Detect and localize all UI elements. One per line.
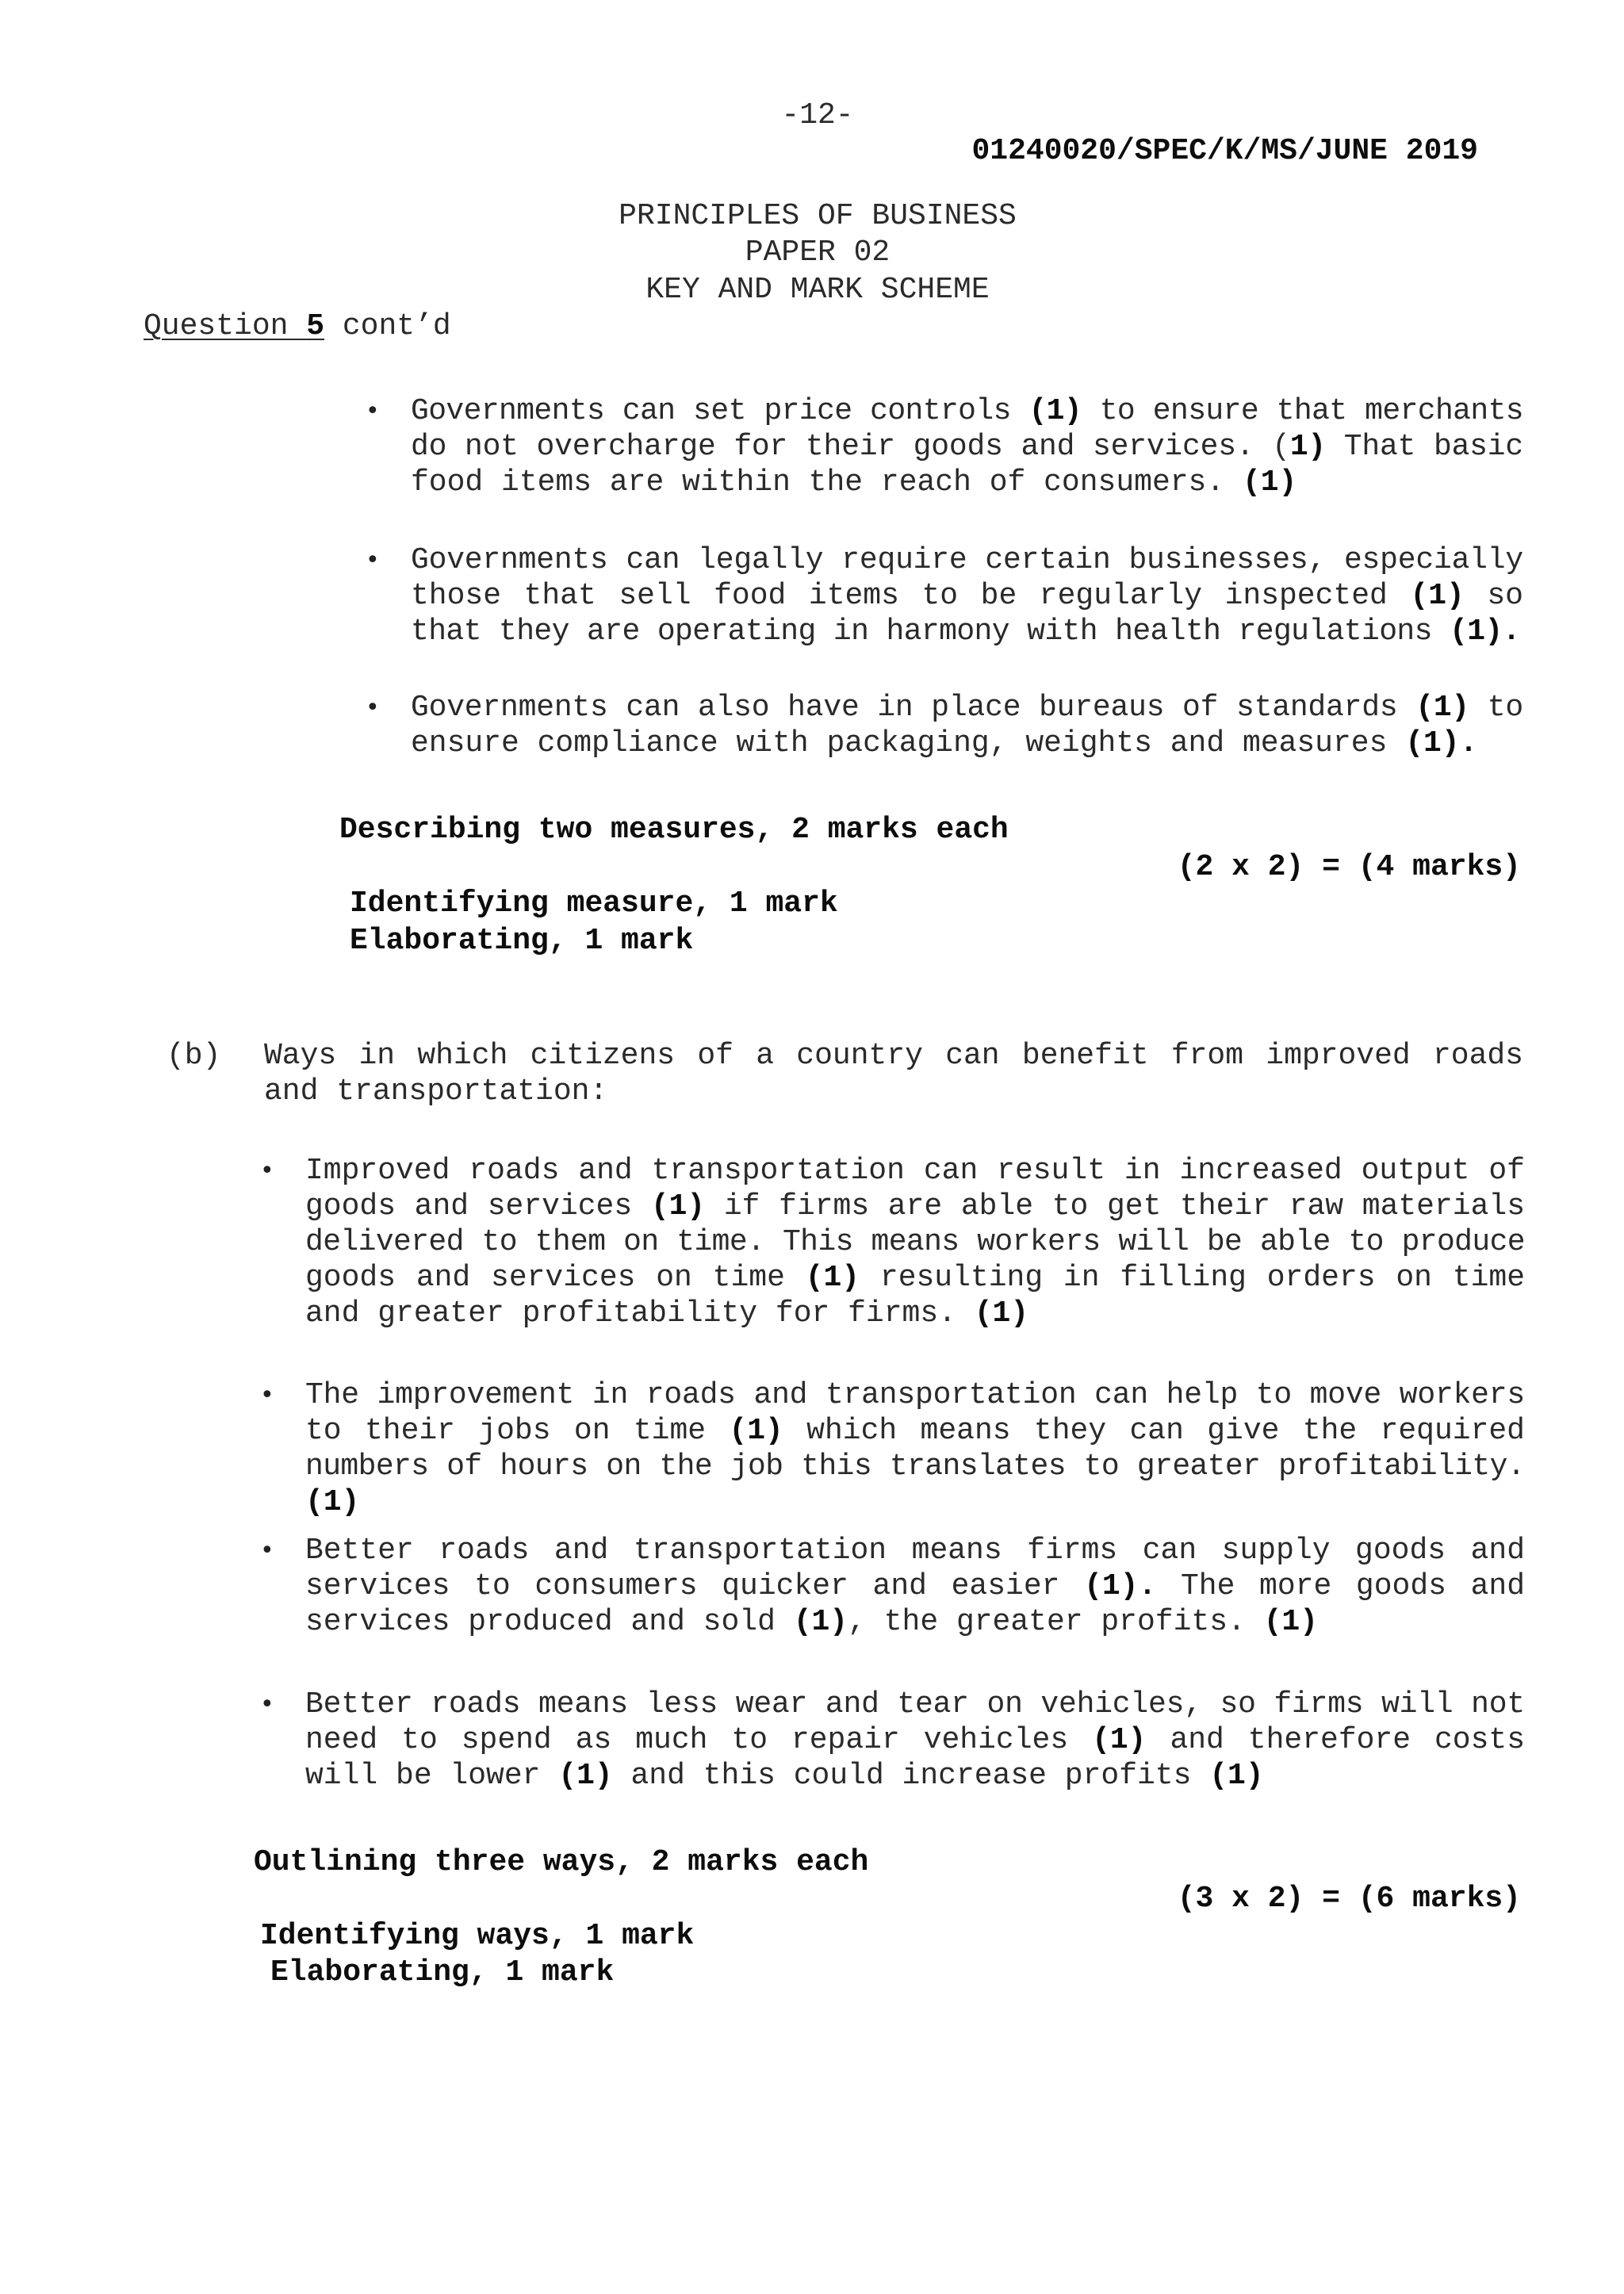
bullet-item <box>366 542 1523 649</box>
text-segment: goods and services on time <box>305 1261 806 1295</box>
bullet-text <box>411 393 1523 500</box>
text-line <box>305 1722 1525 1758</box>
text-line <box>305 1224 1525 1260</box>
mark-award: (1) <box>793 1605 848 1639</box>
mark-award: (1) <box>305 1485 360 1519</box>
text-segment: Improved roads and transportation can result in increased output of <box>305 1154 1525 1188</box>
text-segment: and therefore costs <box>1146 1723 1525 1757</box>
mark-criterion: Elaborating, 1 mark <box>350 924 694 958</box>
text-line <box>305 1484 1525 1520</box>
mark-award: (1) <box>650 1189 706 1224</box>
question-label-underlined <box>144 309 324 343</box>
text-segment: need to spend as much to repair vehicles <box>305 1723 1093 1757</box>
text-segment: so <box>1464 579 1523 613</box>
text-segment: The more goods and <box>1156 1569 1526 1603</box>
mark-award: (1). <box>1450 615 1520 649</box>
mark-criterion: Identifying measure, 1 mark <box>350 887 838 921</box>
mark-award: (1). <box>1405 726 1478 760</box>
scheme-title: KEY AND MARK SCHEME <box>645 273 990 307</box>
text-segment: will be lower <box>305 1759 559 1793</box>
mark-scheme-heading: Outlining three ways, 2 marks each <box>254 1845 869 1879</box>
text-line <box>305 1189 1525 1224</box>
bullet-icon: • <box>260 1537 274 1564</box>
bullet-item <box>260 1153 1525 1331</box>
bullet-text <box>305 1377 1525 1520</box>
question-number: 5 <box>306 309 325 343</box>
text-line <box>305 1533 1525 1568</box>
text-line <box>305 1153 1525 1189</box>
document-code: 01240020/SPEC/K/MS/JUNE 2019 <box>971 134 1478 168</box>
text-segment: those that sell food items to be regularly inspected <box>411 579 1411 613</box>
text-segment: to their jobs on time <box>305 1414 730 1448</box>
text-segment: , the greater profits. <box>848 1605 1264 1639</box>
text-segment: Governments can legally require certain businesses, especially <box>411 543 1523 577</box>
mark-award: (1) <box>1028 394 1082 428</box>
text-line <box>411 614 1523 649</box>
bullet-text <box>411 542 1523 649</box>
text-line <box>411 429 1523 465</box>
question-heading <box>144 308 451 344</box>
bullet-icon: • <box>260 1157 274 1185</box>
text-line <box>411 726 1523 761</box>
text-segment: and greater profitability for firms. <box>305 1296 975 1331</box>
text-line <box>305 1413 1525 1449</box>
text-line <box>264 1074 1523 1109</box>
text-line <box>264 1038 1523 1074</box>
bullet-text <box>411 690 1523 761</box>
mark-total: (2 x 2) = (4 marks) <box>1177 850 1521 884</box>
bullet-text <box>305 1153 1525 1331</box>
mark-criterion: Identifying ways, 1 mark <box>260 1919 695 1953</box>
bullet-item <box>366 690 1523 761</box>
mark-total: (3 x 2) = (6 marks) <box>1177 1882 1521 1916</box>
text-segment: and this could increase profits <box>612 1759 1210 1793</box>
text-segment: The improvement in roads and transportation can help to move workers <box>305 1378 1525 1412</box>
bullet-icon: • <box>366 397 380 425</box>
bullet-item <box>260 1533 1526 1640</box>
text-line <box>411 578 1523 614</box>
mark-award: (1). <box>1084 1569 1157 1603</box>
bullet-icon: • <box>260 1381 274 1409</box>
text-line <box>305 1260 1525 1296</box>
text-segment: services produced and sold <box>305 1605 794 1639</box>
text-line <box>411 542 1523 578</box>
text-line <box>411 393 1523 429</box>
mark-award: 1) <box>1289 430 1327 464</box>
mark-award: (1) <box>1242 465 1297 500</box>
mark-award: (1) <box>1092 1723 1147 1757</box>
mark-award: (1) <box>974 1296 1029 1331</box>
bullet-text <box>305 1687 1525 1794</box>
text-segment: and transportation: <box>264 1074 608 1109</box>
text-segment: food items are within the reach of consumers. <box>411 465 1243 500</box>
text-segment: Better roads means less wear and tear on vehicles, so firms will not <box>305 1687 1525 1721</box>
mark-scheme-heading: Describing two measures, 2 marks each <box>339 813 1009 847</box>
mark-award: (1) <box>805 1261 860 1295</box>
bullet-item <box>260 1377 1525 1520</box>
mark-award: (1) <box>558 1759 613 1793</box>
paper-title: PAPER 02 <box>745 236 891 270</box>
text-segment: delivered to them on time. This means workers will be able to produce <box>305 1225 1525 1259</box>
text-line <box>305 1449 1525 1484</box>
question-continued: cont’d <box>342 309 451 343</box>
bullet-icon: • <box>366 546 380 574</box>
mark-award: (1) <box>729 1414 783 1448</box>
text-segment: numbers of hours on the job this translates to greater profitability. <box>305 1450 1525 1484</box>
text-line <box>305 1568 1525 1604</box>
text-segment: to <box>1469 691 1523 725</box>
part-intro-text <box>264 1038 1523 1109</box>
text-segment: goods and services <box>305 1189 651 1224</box>
text-segment: if firms are able to get their raw materials <box>705 1189 1525 1224</box>
text-segment: That basic <box>1326 430 1523 464</box>
question-label: Question <box>144 309 289 343</box>
text-line <box>305 1604 1525 1640</box>
part-intro <box>264 1038 1523 1109</box>
text-segment: services to consumers quicker and easier <box>305 1569 1085 1603</box>
page-number: -12- <box>781 98 854 132</box>
text-segment: Ways in which citizens of a country can benefit from improved roads <box>264 1039 1523 1073</box>
mark-award: (1) <box>1410 579 1465 613</box>
text-segment: Better roads and transportation means firms can supply goods and <box>305 1534 1525 1568</box>
bullet-icon: • <box>366 694 380 722</box>
bullet-text <box>305 1533 1525 1640</box>
mark-award: (1) <box>1263 1605 1319 1639</box>
mark-award: (1) <box>1209 1759 1264 1793</box>
mark-criterion: Elaborating, 1 mark <box>270 1955 615 1990</box>
text-line <box>305 1377 1525 1413</box>
mark-award: (1) <box>1415 691 1470 725</box>
text-line <box>305 1296 1525 1331</box>
text-segment: which means they can give the required <box>783 1414 1525 1448</box>
text-segment: do not overcharge for their goods and services. ( <box>411 430 1290 464</box>
bullet-icon: • <box>260 1691 274 1718</box>
text-line <box>411 465 1523 500</box>
text-line <box>305 1758 1525 1794</box>
text-line <box>305 1687 1525 1722</box>
bullet-item <box>366 393 1523 500</box>
bullet-item <box>260 1687 1525 1794</box>
text-segment: resulting in filling orders on time <box>860 1261 1525 1295</box>
part-label: (b) <box>167 1039 221 1073</box>
text-line <box>411 690 1523 726</box>
text-segment: that they are operating in harmony with health regulations <box>411 615 1450 649</box>
text-segment: Governments can also have in place bureaus of standards <box>411 691 1416 725</box>
text-segment: Governments can set price controls <box>411 394 1029 428</box>
text-segment: to ensure that merchants <box>1082 394 1523 428</box>
text-segment: ensure compliance with packaging, weights and measures <box>411 726 1406 760</box>
subject-title: PRINCIPLES OF BUSINESS <box>619 199 1017 233</box>
